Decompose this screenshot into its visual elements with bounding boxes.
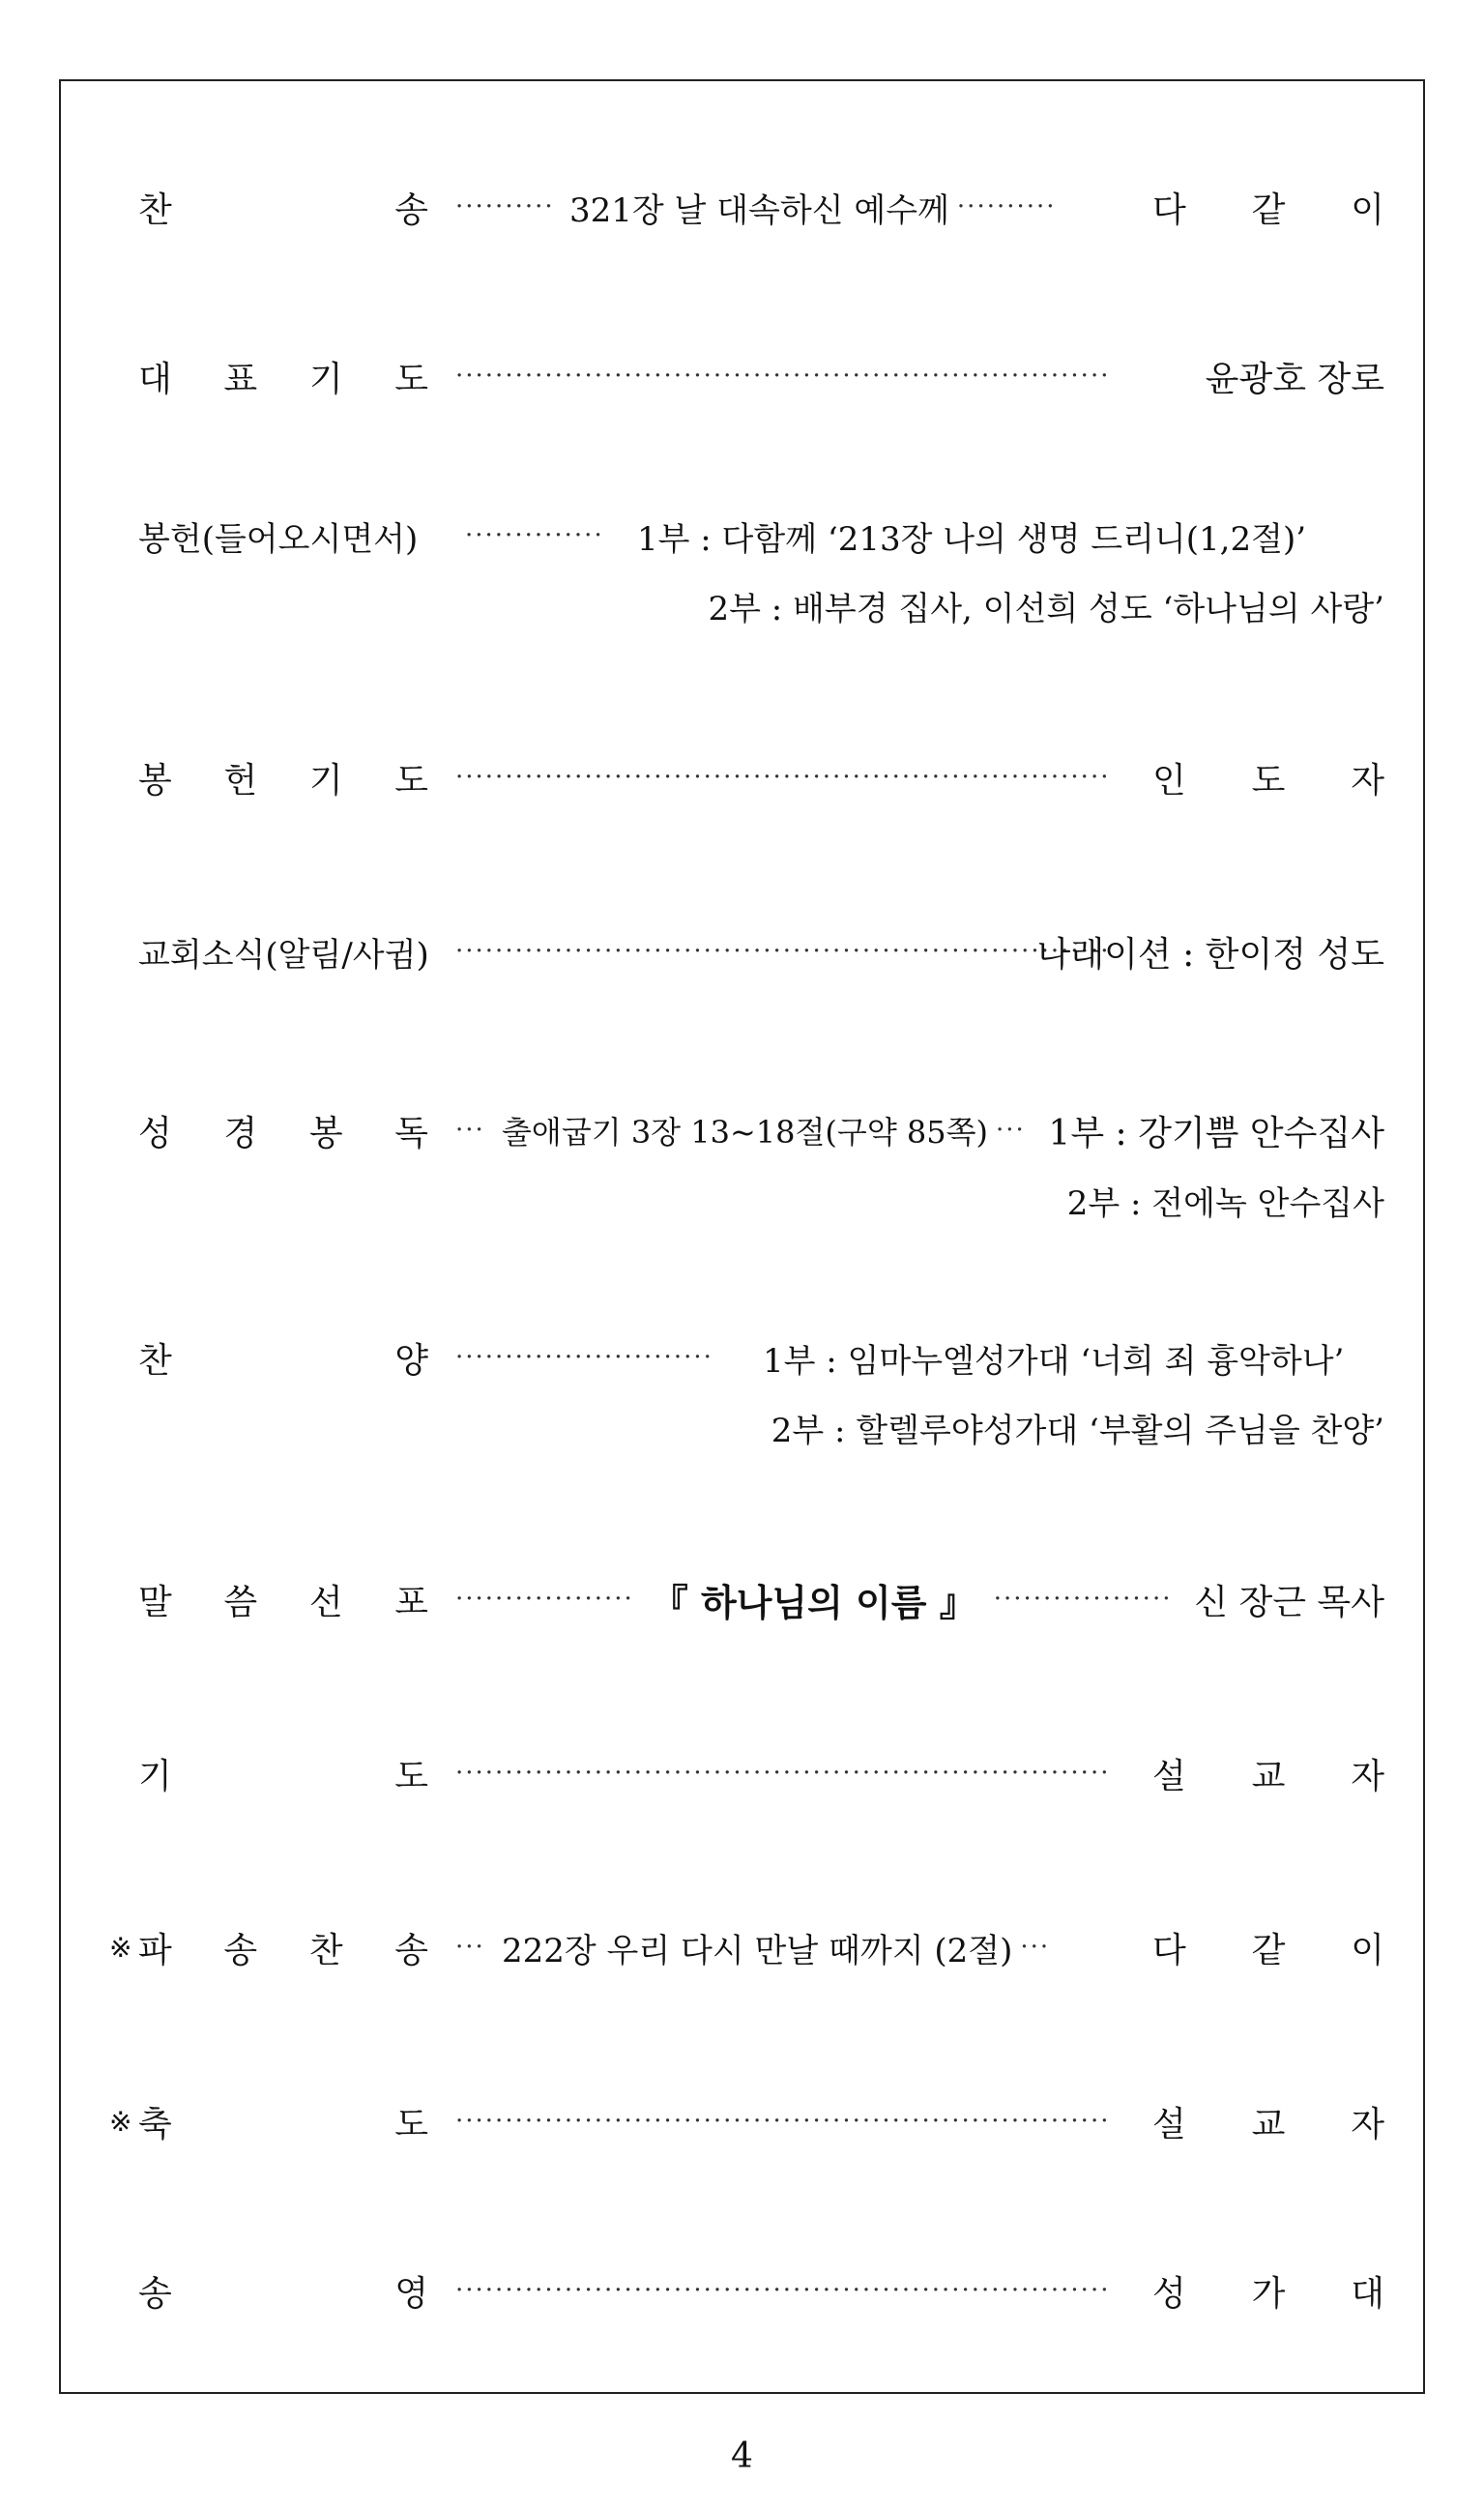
label-char: 경 — [223, 1113, 258, 1153]
leader-dots: ··· — [455, 1116, 485, 1145]
performer-char: 설 — [1152, 1756, 1186, 1796]
row-label — [138, 1328, 428, 1386]
program-row-scripture-reading — [61, 1101, 1423, 1223]
label-char: 찬 — [308, 1930, 343, 1970]
leader-dots: ·································································· — [455, 362, 1111, 391]
performer-name: 나래이션 : 한이정 성도 — [1036, 934, 1384, 975]
row-middle — [448, 1328, 1384, 1386]
program-row-offering — [61, 507, 1423, 628]
performer-char: 교 — [1251, 2104, 1286, 2144]
performer-char: 인 — [1152, 760, 1186, 801]
performer-name-2: 2부 : 전에녹 안수집사 — [1066, 1183, 1384, 1223]
row-middle — [457, 507, 1384, 565]
row-performer — [1152, 748, 1384, 806]
leader-dots: ·································································· — [455, 2107, 1111, 2136]
row-label: 봉헌(들어오시면서) — [138, 519, 419, 559]
performer-name: 윤광호 장로 — [1205, 359, 1384, 399]
leader-dots: ·································································· — [455, 2276, 1111, 2305]
row-middle — [448, 748, 1133, 806]
label-char: 씀 — [223, 1582, 258, 1622]
label-char: 송 — [394, 190, 428, 230]
program-row-offering-prayer — [61, 748, 1423, 806]
row-performer — [1152, 2092, 1384, 2150]
row-performer — [1037, 922, 1384, 980]
performer-name: 1부 : 강기쁨 안수집사 — [1048, 1113, 1384, 1153]
row-middle — [448, 1570, 1173, 1628]
performer-char: 자 — [1351, 760, 1384, 801]
performer-char: 다 — [1152, 190, 1186, 230]
page-number: 4 — [731, 2436, 753, 2476]
performer-char: 다 — [1152, 1930, 1186, 1970]
program-row-church-news — [61, 922, 1423, 980]
row-middle — [448, 178, 1114, 236]
label-char: 포 — [394, 1582, 428, 1622]
leader-dots: ·········· — [956, 192, 1057, 221]
leader-dots: ··· — [996, 1116, 1026, 1145]
label-char: 송 — [394, 1930, 428, 1970]
label-char: 기 — [308, 359, 343, 399]
label-char: 양 — [394, 1340, 428, 1381]
performer-char: 성 — [1152, 2273, 1186, 2314]
row-performer — [1206, 347, 1384, 405]
label-char: 성 — [138, 1113, 172, 1153]
label-char: 선 — [308, 1582, 343, 1622]
row-label — [138, 1570, 428, 1628]
row-label — [109, 1918, 428, 1976]
leader-dots: ·································································· — [455, 937, 1111, 966]
label-char: 기 — [138, 1756, 172, 1796]
row-performer — [1152, 1744, 1384, 1802]
performer-char: 설 — [1152, 2104, 1186, 2144]
performer-char: 같 — [1251, 1930, 1286, 1970]
leader-dots: ··· — [455, 1933, 485, 1962]
leader-dots: ·························· — [455, 1343, 713, 1372]
row-performer — [1152, 2261, 1384, 2319]
row-label — [109, 2092, 428, 2150]
label-char: 도 — [394, 359, 428, 399]
performer-char: 교 — [1251, 1756, 1286, 1796]
row-middle — [448, 2261, 1133, 2319]
leader-dots: ·············· — [465, 521, 604, 550]
label-char: 축 — [138, 2104, 172, 2144]
performer-char: 가 — [1251, 2273, 1286, 2314]
program-row-sermon — [61, 1570, 1423, 1628]
row-middle — [448, 2092, 1133, 2150]
label-char: 기 — [308, 760, 343, 801]
leader-dots: ·································································· — [455, 1759, 1111, 1788]
choir-part1: 1부 : 임마누엘성가대 ‘너희 죄 흉악하나’ — [763, 1341, 1345, 1381]
asterisk-mark: ※ — [109, 2105, 132, 2138]
label-char: 영 — [394, 2273, 428, 2314]
label-char: 표 — [223, 359, 258, 399]
label-char: 대 — [138, 359, 172, 399]
row-label — [138, 2261, 428, 2319]
asterisk-mark: ※ — [109, 1931, 132, 1964]
performer-char: 대 — [1351, 2273, 1384, 2314]
label-char: 봉 — [138, 760, 172, 801]
leader-dots: ·········· — [455, 192, 555, 221]
performer-char: 자 — [1351, 2104, 1384, 2144]
performer-name: 신 장근 목사 — [1194, 1582, 1384, 1622]
performer-char: 이 — [1351, 190, 1384, 230]
row-label — [138, 178, 428, 236]
row-middle — [448, 1101, 1036, 1159]
label-char: 도 — [394, 2104, 428, 2144]
row-label — [138, 1101, 428, 1159]
program-row-hymn — [61, 178, 1423, 236]
row-performer — [1152, 1918, 1384, 1976]
program-row-prayer — [61, 1744, 1423, 1802]
row-performer — [1152, 178, 1384, 236]
label-char: 찬 — [138, 190, 172, 230]
program-row-sending-hymn — [61, 1918, 1423, 1976]
leader-dots: ··· — [1020, 1933, 1051, 1962]
row-label — [138, 1744, 428, 1802]
program-row-representative-prayer — [61, 347, 1423, 405]
label-char: 말 — [138, 1582, 172, 1622]
label-char: 봉 — [308, 1113, 343, 1153]
leader-dots: ·················· — [455, 1585, 634, 1614]
row-label — [138, 347, 428, 405]
performer-char: 같 — [1251, 190, 1286, 230]
performer-char: 자 — [1351, 1756, 1384, 1796]
program-row-doxology — [61, 2261, 1423, 2319]
label-char: 송 — [223, 1930, 258, 1970]
hymn-title: 321장 날 대속하신 예수께 — [569, 190, 949, 230]
label-char: 도 — [394, 1756, 428, 1796]
sermon-title: 『 하나님의 이름 』 — [651, 1580, 976, 1624]
row-label — [138, 748, 428, 806]
leader-dots: ·················· — [993, 1585, 1173, 1614]
row-label: 교회소식(알림/사귐) — [138, 935, 429, 975]
program-row-choir — [61, 1328, 1423, 1450]
row-middle — [448, 1744, 1133, 1802]
row-middle — [448, 1918, 1114, 1976]
performer-char: 도 — [1251, 760, 1286, 801]
offering-part2: 2부 : 배부경 집사, 이선희 성도 ‘하나님의 사랑’ — [708, 589, 1384, 628]
label-char: 송 — [138, 2273, 172, 2314]
row-performer — [1194, 1570, 1384, 1628]
label-char: 독 — [394, 1113, 428, 1153]
label-char: 도 — [394, 760, 428, 801]
row-middle — [448, 922, 1111, 980]
choir-part2: 2부 : 할렐루야성가대 ‘부활의 주님을 찬양’ — [771, 1411, 1384, 1450]
leader-dots: ·································································· — [455, 763, 1111, 792]
label-char: 찬 — [138, 1340, 172, 1381]
sending-hymn-title: 222장 우리 다시 만날 때까지 (2절) — [502, 1931, 1013, 1970]
program-row-benediction — [61, 2092, 1423, 2150]
label-char: 헌 — [223, 760, 258, 801]
scripture-passage: 출애굽기 3장 13~18절(구약 85쪽) — [502, 1114, 989, 1151]
performer-char: 이 — [1351, 1930, 1384, 1970]
row-performer — [1048, 1101, 1384, 1159]
row-middle — [448, 347, 1133, 405]
label-char: 파 — [138, 1930, 172, 1970]
program-frame — [59, 79, 1425, 2394]
offering-part1: 1부 : 다함께 ‘213장 나의 생명 드리니(1,2절)’ — [637, 519, 1307, 559]
